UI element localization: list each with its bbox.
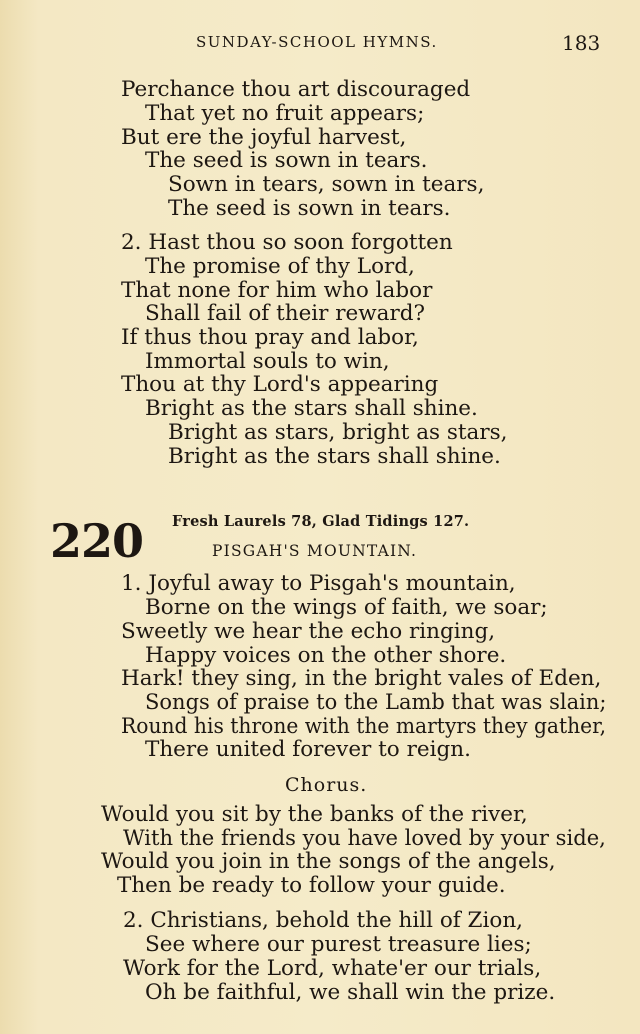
hymn-line: Sweetly we hear the echo ringing, xyxy=(121,619,496,644)
hymn-line: Round his throne with the martyrs they gather, xyxy=(121,714,607,739)
hymn-line: Thou at thy Lord's appearing xyxy=(121,372,439,397)
hymn-line: Perchance thou art discouraged xyxy=(121,77,471,102)
hymn-line: If thus thou pray and labor, xyxy=(121,325,419,350)
page-header xyxy=(0,31,640,55)
hymn-line: 2. Christians, behold the hill of Zion, xyxy=(123,908,523,933)
hymn-line: Bright as the stars shall shine. xyxy=(168,444,501,469)
hymn-line: The promise of thy Lord, xyxy=(145,254,415,279)
hymn-line: Happy voices on the other shore. xyxy=(145,643,507,668)
hymn-line: With the friends you have loved by your side, xyxy=(123,826,606,851)
hymn-line: Hark! they sing, in the bright vales of Eden, xyxy=(121,666,602,691)
hymn-line: But ere the joyful harvest, xyxy=(121,125,407,150)
running-head: SUNDAY-SCHOOL HYMNS. xyxy=(196,33,438,51)
tune-reference: Fresh Laurels 78, Glad Tidings 127. xyxy=(172,513,470,530)
hymn-line: Immortal souls to win, xyxy=(145,349,390,374)
hymn-line: That yet no fruit appears; xyxy=(145,101,425,126)
hymn-line: Would you sit by the banks of the river, xyxy=(101,802,528,827)
hymn-line: Bright as the stars shall shine. xyxy=(145,396,478,421)
hymn-line: Oh be faithful, we shall win the prize. xyxy=(145,980,556,1005)
hymn-line: That none for him who labor xyxy=(121,278,433,303)
page-number: 183 xyxy=(562,31,601,55)
hymn-line: There united forever to reign. xyxy=(145,737,471,762)
hymn-line: Then be ready to follow your guide. xyxy=(117,873,506,898)
hymn-line: The seed is sown in tears. xyxy=(145,148,428,173)
hymn-line: Sown in tears, sown in tears, xyxy=(168,172,485,197)
hymn-line: Would you join in the songs of the angels, xyxy=(101,849,556,874)
hymn-line: Shall fail of their reward? xyxy=(145,301,426,326)
hymn-number: 220 xyxy=(50,514,144,568)
hymn-line: 1. Joyful away to Pisgah's mountain, xyxy=(121,571,516,596)
chorus-label: Chorus. xyxy=(285,774,368,796)
hymn-line: The seed is sown in tears. xyxy=(168,196,451,221)
hymn-line: Borne on the wings of faith, we soar; xyxy=(145,595,548,620)
hymn-line: 2. Hast thou so soon forgotten xyxy=(121,230,453,255)
hymn-line: Songs of praise to the Lamb that was slain; xyxy=(145,690,607,715)
hymn-line: Work for the Lord, whate'er our trials, xyxy=(123,956,542,981)
hymn-title: PISGAH'S MOUNTAIN. xyxy=(212,542,418,560)
hymn-line: See where our purest treasure lies; xyxy=(145,932,532,957)
hymn-line: Bright as stars, bright as stars, xyxy=(168,420,508,445)
